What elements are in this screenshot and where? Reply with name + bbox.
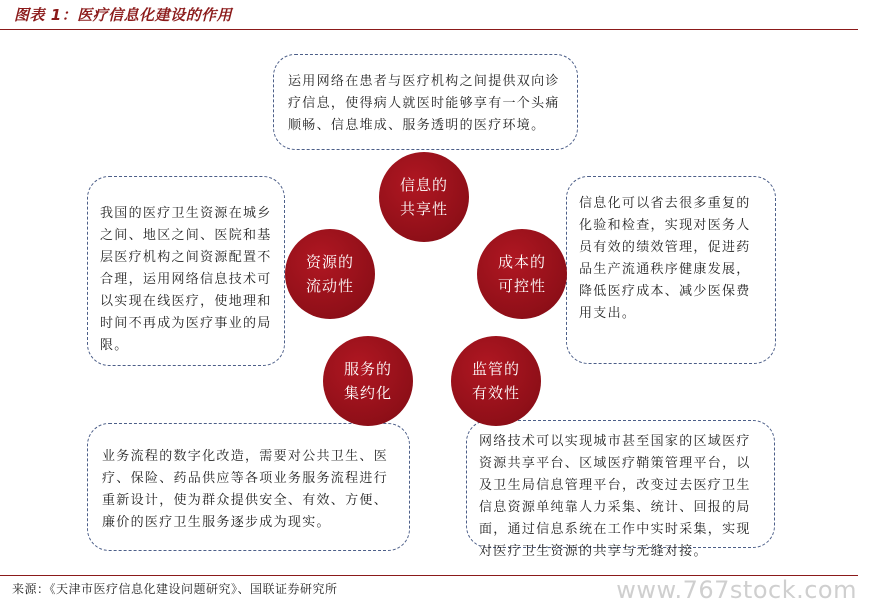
source-note: 来源：《天津市医疗信息化建设问题研究》、国联证券研究所: [12, 582, 338, 596]
description-resource-mobility: 我国的医疗卫生资源在城乡之间、地区之间、医院和基层医疗机构之间资源配置不合理，运用网络信息技术可以实现在线医疗，使地理和时间不再成为医疗事业的局限。: [100, 206, 272, 353]
description-box-info-sharing: [273, 54, 578, 150]
node-label-line1: 监管的: [471, 360, 520, 378]
figure-title: 图表 1：医疗信息化建设的作用: [14, 6, 233, 24]
node-label-line2: 有效性: [471, 384, 520, 402]
description-info-sharing: 运用网络在患者与医疗机构之间提供双向诊疗信息，使得病人就医时能够享有一个头痛顺畅、信息堆成、服务透明的医疗环境。: [288, 74, 560, 133]
description-box-resource-mobility: [87, 176, 285, 366]
title-divider: [0, 29, 858, 30]
description-service-intensification: 业务流程的数字化改造，需要对公共卫生、医疗、保险、药品供应等各项业务服务流程进行重新设计，使为群众提供安全、有效、方便、廉价的医疗卫生服务逐步成为现实。: [102, 449, 389, 530]
node-info-sharing: [379, 152, 469, 242]
watermark: www.767stock.com: [616, 576, 857, 604]
description-box-cost-control: [566, 176, 776, 364]
node-label-line1: 服务的: [343, 360, 392, 378]
node-label-line2: 共享性: [399, 200, 448, 218]
node-label-line1: 资源的: [305, 253, 354, 271]
node-effective-supervision: [451, 336, 541, 426]
node-resource-mobility: [285, 229, 375, 319]
node-label-line2: 集约化: [343, 384, 392, 402]
description-effective-supervision: 网络技术可以实现城市甚至国家的区域医疗资源共享平台、区域医疗鞘策管理平台，以及卫生局信息管理平台，改变过去医疗卫生信息资源单纯靠人力采集、统计、回报的局面，通过信息系统在工作中实时采集，实现对医疗卫生资源的共享与无缝对接。: [479, 434, 751, 559]
description-box-service-intensification: [87, 423, 410, 551]
node-label-line1: 信息的: [399, 176, 448, 194]
node-cost-control: [477, 229, 567, 319]
description-cost-control: 信息化可以省去很多重复的化验和检查，实现对医务人员有效的绩效管理，促进药品生产流通秩序健康发展，降低医疗成本、减少医保费用支出。: [579, 196, 751, 321]
node-label-line2: 可控性: [497, 277, 546, 295]
node-service-intensification: [323, 336, 413, 426]
node-label-line1: 成本的: [497, 253, 546, 271]
description-box-effective-supervision: [466, 420, 775, 559]
node-label-line2: 流动性: [305, 277, 354, 295]
